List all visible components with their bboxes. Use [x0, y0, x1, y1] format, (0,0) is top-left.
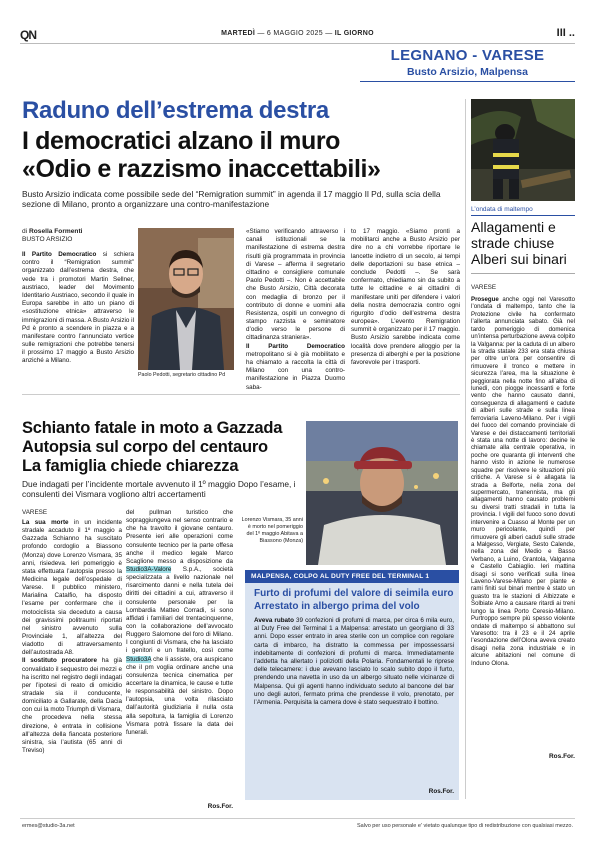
sidebar-divider: [471, 273, 575, 274]
footer-email: ermes@studio-3a.net: [22, 823, 75, 829]
lead-phrase: Il Partito Democratico: [22, 251, 97, 258]
main-story-column-1: [22, 251, 134, 366]
main-story-headline-2: «Odio e razzismo inaccettabili»: [22, 155, 381, 183]
story2-headline-1: Schianto fatale in moto a Gazzada: [22, 419, 283, 437]
section-divider: [360, 81, 575, 82]
section-subtitle: Busto Arsizio, Malpensa: [407, 66, 528, 78]
main-story-column-3: to 17 maggio. «Siamo pronti a mobilitarci anche a Busto Arsizio per dire no a chi vorrebbe riportare le lancette indietro di un secolo, ai tempi delle deportazioni su base etnica – conclude Pedotti –. Se sarà confermato, chiediamo sin da subito a tutte le cittadine e ai cittadini di manifestare uniti per difendere i valori della nostra democrazia contro ogni rigurgito d’odio dell’estrema destra europea». L’evento Remigration summit è organizzato per il 17 maggio. Busto Arsizio sarebbe indicata come località dove prendere alloggio per la presenza di alberghi e per la posizione favorevole per i trasporti.: [351, 228, 460, 366]
highlighted-term: Studio3A-Valore: [126, 565, 172, 573]
sidebar-signature: Ros.For.: [548, 753, 575, 760]
footer-notice: Salvo per uso personale e' vietato qualunque tipo di redistribuzione con qualsiasi mezzo.: [357, 823, 573, 829]
story2-headline-2: Autopsia sul corpo del centauro: [22, 438, 268, 456]
column-text: «Stiamo verificando attraverso i canali istituzionali se la manifestazione di estrema destra risulti già programmata in provincia di Varese – afferma il segretario cittadino e consigliere comunale Paolo Pedotti –. Non è accettabile che Busto Arsizio, Città decorata con medaglia di bronzo per il contributo di donne e uomini alla Resistenza, ospiti un convegno di stampo razzista e seminatore d’odio verso le persone di cittadinanza straniera».: [246, 228, 345, 342]
column-text: in un incidente stradale accaduto il 1º maggio a Gazzada Schianno ha suscitato profondo cordoglio a Biassono (Monza) dove Lorenzo Vismara, 35 anni, risiedeva. Ieri pomeriggio è stata effettuata l’autopsia presso la Medicina legale dell’ospedale di Varese. Il pubblico ministero, Marialina Catalfio, ha disposto l’esame per confermare che il motociclista sia deceduto a causa dei gravissimi politraumi riportati nel sinistro avvenuto sulla Provinciale 1, all’altezza del viadotto di attraversamento dell’autostrada A8.: [22, 519, 122, 657]
portrait-caption: Paolo Pedotti, segretario cittadino Pd: [138, 372, 226, 378]
column-text: del pullman turistico che sopraggiungeva nel senso contrario e che ha travolto il giovane centauro. Presente ieri alle operazioni come consulente tecnico per la parte offesa anche il medico legale Marco Scaglione messo a disposizione da: [126, 509, 233, 565]
box-header: MALPENSA, COLPO AL DUTY FREE DEL TERMINAL 1: [245, 570, 459, 583]
section-title: LEGNANO - VARESE: [390, 47, 545, 64]
sidebar-divider: [471, 215, 575, 216]
lead-phrase: Il sostituto procuratore: [22, 657, 98, 665]
victim-photo-caption: Lorenzo Vismara, 35 anni è morto nel pomeriggio del 1º maggio Abitava a Biassono (Monza): [241, 517, 303, 545]
sidebar-body: [471, 296, 575, 667]
box-body: [254, 617, 454, 707]
main-story-summary: Busto Arsizio indicata come possibile sede del “Remigration summit” in agenda il 17 maggio Il Pd, sulla scia della sezione di Milano, pronto a organizzare una contro-manifestazione: [22, 189, 441, 210]
victim-illustration: [306, 421, 458, 565]
column-text: si schiera contro il “Remigration summit” organizzato dall’estrema destra, che vede tra i promotori Martin Sellner, austriaco, leader del Movimento Identitario Austriaco, secondo il quale in Europa sarebbe in atto un piano di «sostituzione etnica» attraverso le immigrazioni di massa. A Busto Arsizio il Pd è pronto a scendere in piazza e a manifestare contro l’annunciato vertice sulle remigrazioni che potrebbe tenersi il prossimo 17 maggio a Busto Arsizio anziché a Milano.: [22, 251, 134, 365]
story-divider: [22, 394, 460, 395]
dateline-newspaper: IL GIORNO: [334, 30, 374, 37]
author-name: Rosella Formenti: [28, 228, 83, 235]
column-text: ha già convalidato il sequestro dei mezzi e ha iscritto nel registro degli indagati per l’ipotesi di reato di omicidio stradale sia il conducente, domiciliato a Gallarate, della Dacia con cui la moto Triumph di Vismara, che procedeva nella stessa direzione, è entrata in collisione all’altezza della fiancata posteriore sinistra, sia l’autista (65 anni di Treviso): [22, 657, 123, 754]
main-story-kicker: Raduno dell’estrema destra: [22, 97, 329, 124]
column-text: che li assiste, ora auspicano che il pm voglia ordinare anche una consulenza tecnica cinematica per accertare la dinamica, le cause e tutte le responsabilità del sinistro. Dopo l’autopsia, una volta rilasciato dall’autorità giudiziaria il nulla osta alla sepoltura, la famiglia di Lorenzo Vismara potrà fissare la data dei funerali.: [126, 655, 233, 736]
story2-headline-3: La famiglia chiede chiarezza: [22, 457, 239, 475]
box-headline: Furto di profumi del valore di seimila euro Arrestato in albergo prima del volo: [254, 588, 454, 612]
lead-phrase: La sua morte: [22, 519, 69, 526]
page-mark: III ..: [556, 27, 575, 39]
column-text: S.p.A., società specializzata a livello nazionale nel risarcimento danni e nella tutela dei diritti dei cittadini a cui, attraverso il consulente personale per la Lombardia Matteo Corradi, si sono affidati i familiari del trentacinquenne, con la collaborazione dell’avvocato Ruggero Salomone del foro di Milano. I congiunti di Vismara, che ha lasciato i genitori e un fratello, così come: [126, 565, 233, 655]
column-text: 39 confezioni di profumi di marca, per circa 6 mila euro, al Duty Free del Terminal 1 a Malpensa: arrestato un georgiano di 33 anni. Dopo esser entrato in area sterile con un complice con regolare carta di imbarco, ha distratto la commessa per impossessarsi indebitamente di confezioni di profumi di marca. Immediatamente l’addetta ha allertato i poliziotti della Polaria. Fondamentali le riprese delle telecamere: i due avevano lasciato lo scalo subito dopo il furto, prendendo una navetta in uso da un albergo situato nelle vicinanze di Malpensa. Qui gli agenti hanno individuato seduto al bancone del bar uno degli autori, fermato prima che prendesse il volo, prenotato, per l’Armenia. Perquisita la camera dove è stato sequestrato il bottino.: [254, 617, 454, 707]
story2-column-1: [22, 519, 122, 755]
lead-phrase: Aveva rubato: [254, 617, 294, 624]
dateline-day: MARTEDÌ: [221, 30, 256, 37]
story2-signature: Ros.For.: [207, 803, 233, 810]
story2-column-2: [126, 509, 233, 737]
main-story-column-2: [246, 228, 345, 392]
highlighted-term: Studio3A: [126, 655, 152, 663]
firefighter-illustration: [471, 99, 575, 201]
byline-prefix: di: [22, 228, 28, 235]
dateline: MARTEDÌ — 6 MAGGIO 2025 — IL GIORNO: [221, 30, 374, 37]
footer-divider: [20, 818, 575, 819]
column-text: metropolitano si è già mobilitato e ha chiamato a raccolta la città di Milano con una contro-manifestazione in Piazza Duomo saba-: [246, 350, 345, 391]
firefighter-photo: [471, 99, 575, 201]
story2-location: VARESE: [22, 509, 48, 516]
lead-phrase: Prosegue: [471, 296, 499, 303]
sidebar-location: VARESE: [471, 284, 497, 291]
portrait-photo: [138, 228, 234, 370]
sidebar-headline: Allagamenti e strade chiuse Alberi sui binari: [471, 219, 567, 267]
column-text: anche oggi nel Varesotto l’ondata di maltempo, tanto che la Protezione civile ha confermato l’allerta annunciata sabato. Già nel tardo pomeriggio di domenica un’intensa perturbazione aveva colpito la Valganna: per la caduta di un albero la strada statale 233 era stata chiusa per oltre un’ora per consentire di rimuovere il tronco e mettere in sicurezza l’area, ma la situazione è peggiorata nella notte fino all’alba di lunedì, con piogge incessanti e forte vento che hanno causato danni, conseguenza di allagamenti e cadute di alberi sulle strade e sulla linea ferroviaria Laveno-Milano. Per i vigili del fuoco del comando provinciale di Varese e dei distaccamenti territoriali è stata una notte di lavoro: decine le chiamate alla centrale operativa, in poche ore quaranta gli interventi che hanno visto in azione le numerose squadre per risolvere le situazioni più critiche. A Varese si è allagata la strada a Belforte, nella zona del supermercato, tranennista, ma gli allagamenti hanno causato problemi su diversi tratti stradali in tutta la provincia. I vigili del fuoco sono dovuti intervenire a Cuasso al Monte per un muro pericolante, quindi per rimuovere gli alberi caduti sulle strade a Malgesso, Vergiate, Sesto Calende, nella zona del Medio e Basso Verbano, a Luino, Grantola, Valganna e Castello Cabiaglio. Ieri mattina disagi si sono verificati sulla linea Laveno-Varese-Milano per piante e rami finiti sul binari mentre è stato un guasto tra le stazioni di Albizzate e Solbiate Arno a causare ritardi ai treni lungo la linea Porto Ceresio-Milano. Purtroppo sempre più spesso violente ondate di maltempo si abbattono sul Varesotto: tra il 23 e il 24 aprile l’esondazione dell’Olona aveva creato disagi nella zona industriale e in alcune abitazioni nel comune di Induno Olona.: [471, 296, 576, 667]
main-story-headline-1: I democratici alzano il muro: [22, 127, 341, 155]
portrait-illustration: [138, 228, 234, 370]
dateline-location: BUSTO ARSIZIO: [22, 236, 73, 244]
byline: [22, 228, 134, 245]
sidebar-kicker: L’ondata di maltempo: [471, 206, 533, 213]
box-signature: Ros.For.: [428, 788, 454, 795]
story2-summary: Due indagati per l’incidente mortale avvenuto il 1º maggio Dopo l’esame, i consulenti dei Vismara vogliono altri accertamenti: [22, 479, 296, 500]
victim-photo: [306, 421, 458, 565]
header-divider: [20, 43, 575, 44]
dateline-date: 6 MAGGIO 2025: [266, 30, 323, 37]
newspaper-logo: QN: [20, 28, 36, 42]
column-divider: [465, 99, 466, 799]
lead-phrase: Il Partito Democratico: [246, 342, 345, 350]
